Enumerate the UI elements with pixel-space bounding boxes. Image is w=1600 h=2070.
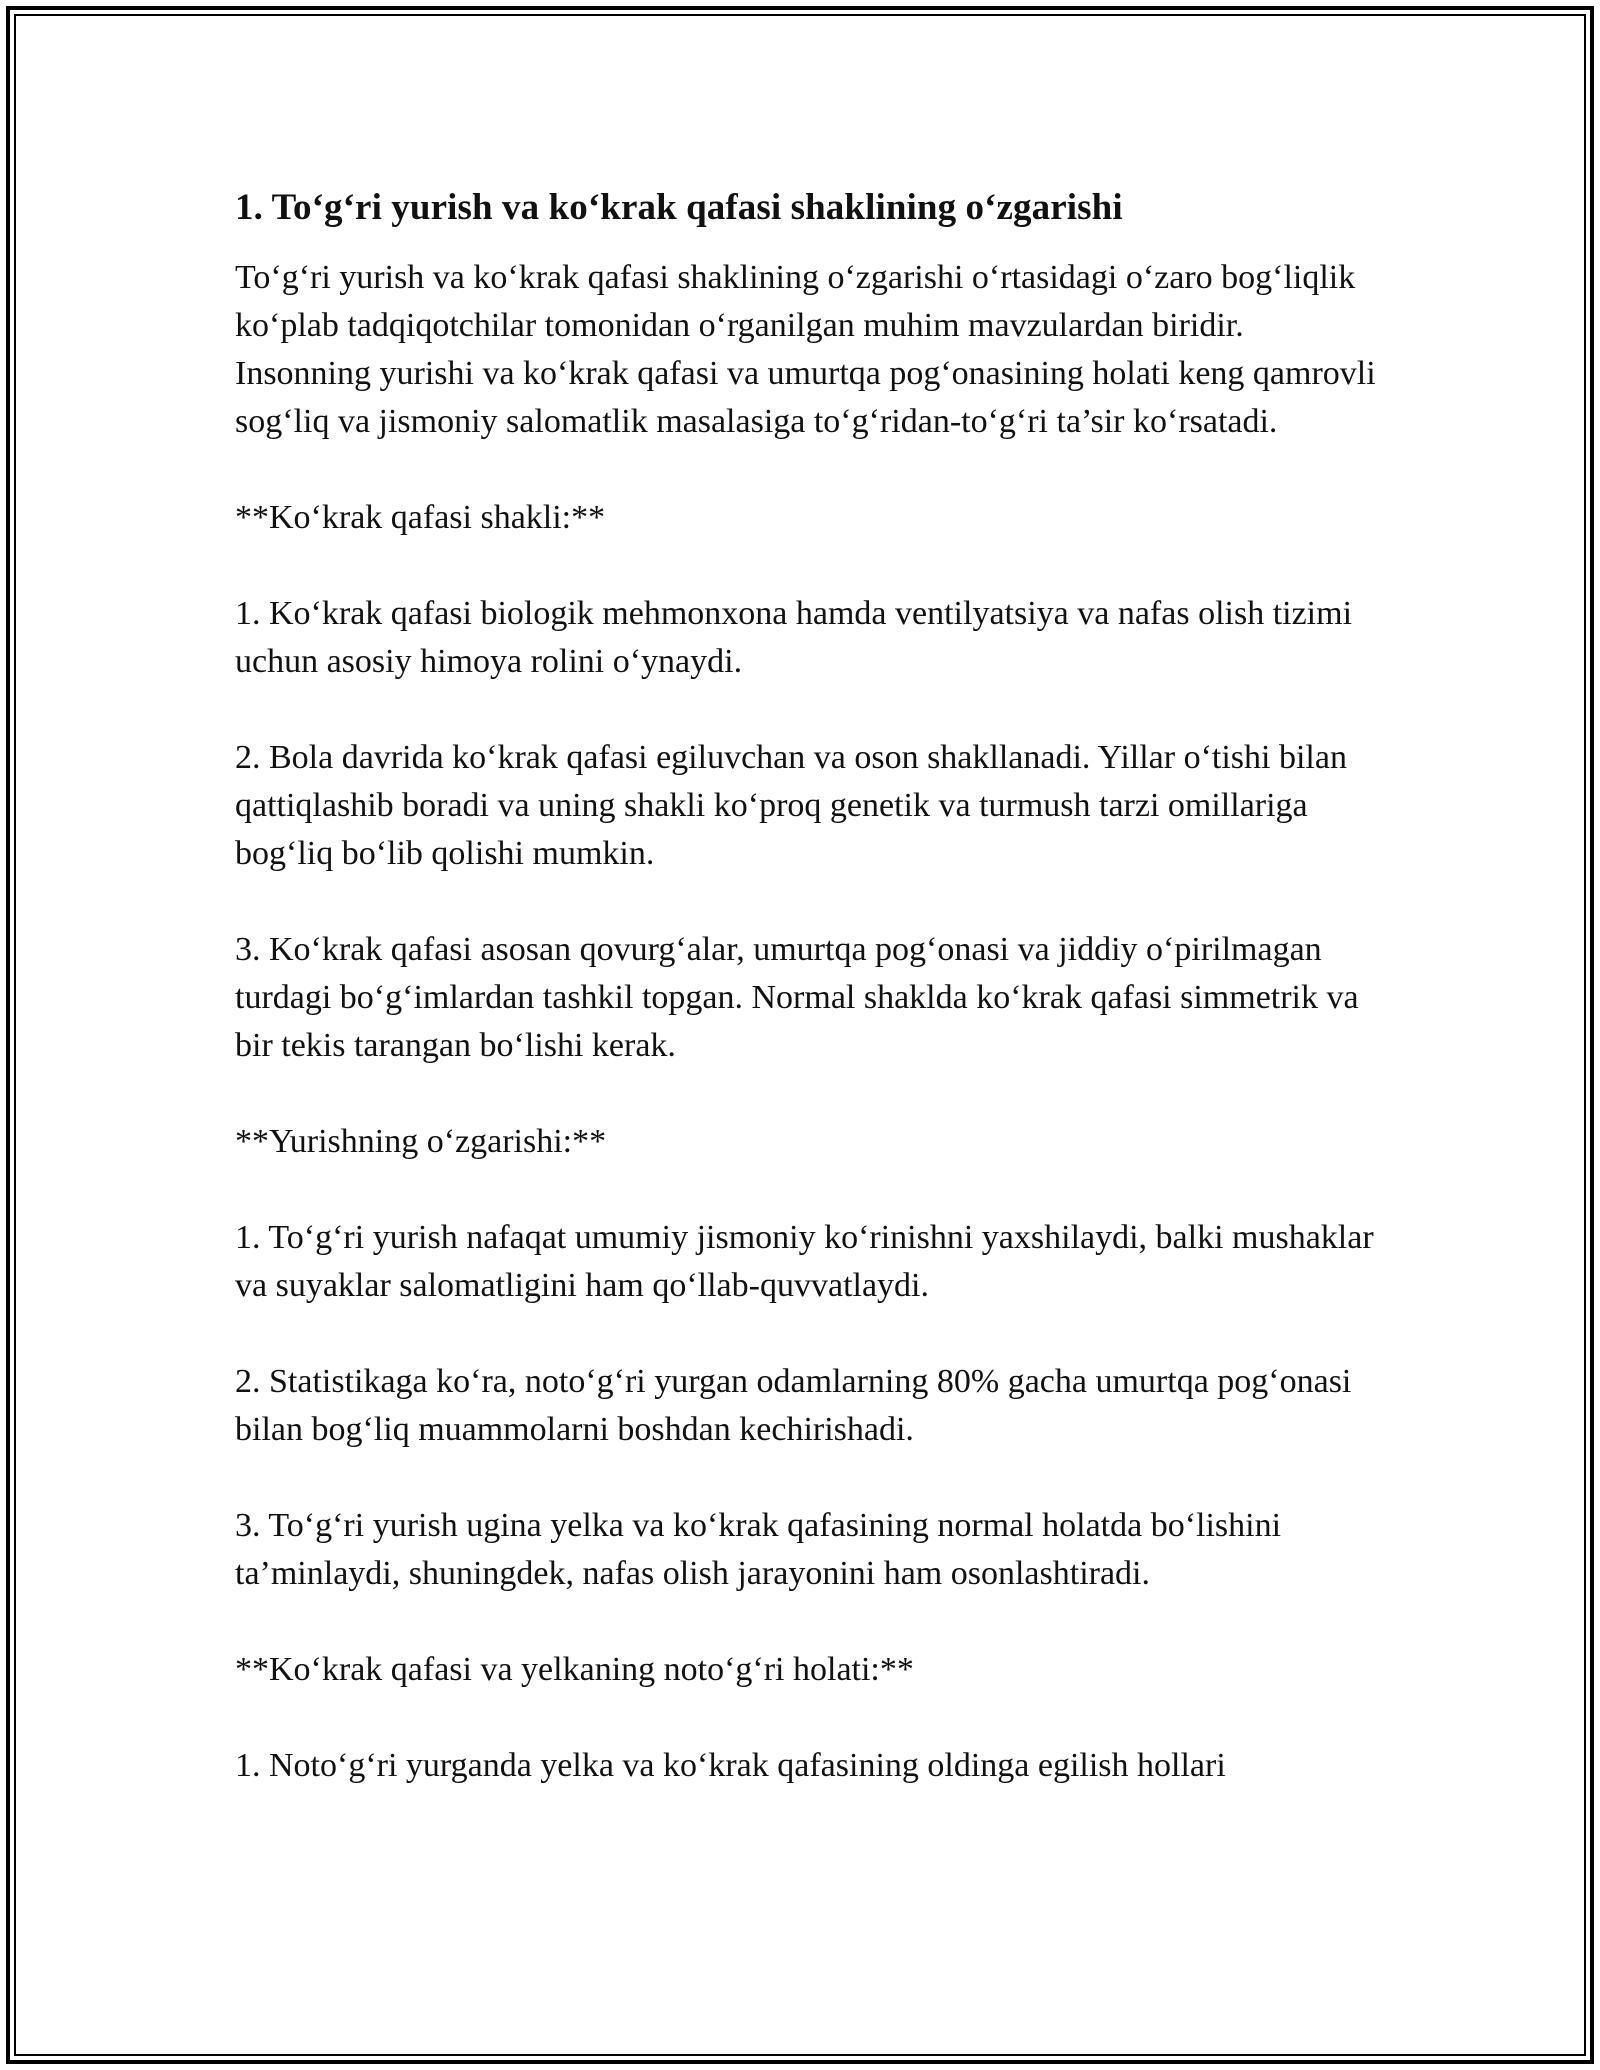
list-item-walking-1: 1. To‘g‘ri yurish nafaqat umumiy jismoniy ko‘rinishni yaxshilaydi, balki mushaklar va suyaklar salomatligini ham qo‘llab-quvvatlaydi. [235,1219,1374,1304]
list-item-posture-1: 1. Noto‘g‘ri yurganda yelka va ko‘krak qafasining oldinga egilish hollari [235,1747,1226,1784]
document-body [235,184,1385,1790]
subheading-walking-change: **Yurishning o‘zgarishi:** [235,1123,607,1160]
list-item-chest-2: 2. Bola davrida ko‘krak qafasi egiluvchan va oson shakllanadi. Yillar o‘tishi bilan qattiqlashib boradi va uning shakli ko‘proq genetik va turmush tarzi omillariga bog‘liq bo‘lib qolishi mumkin. [235,739,1347,872]
list-item-chest-1: 1. Ko‘krak qafasi biologik mehmonxona hamda ventilyatsiya va nafas olish tizimi uchun asosiy himoya rolini o‘ynaydi. [235,595,1353,680]
list-item-walking-3: 3. To‘g‘ri yurish ugina yelka va ko‘krak qafasining normal holatda bo‘lishini ta’minlaydi, shuningdek, nafas olish jarayonini ham osonlashtiradi. [235,1507,1282,1592]
subheading-chest-shape: **Ko‘krak qafasi shakli:** [235,499,606,536]
intro-paragraph: To‘g‘ri yurish va ko‘krak qafasi shaklining o‘zgarishi o‘rtasidagi o‘zaro bog‘liqlik ko‘plab tadqiqotchilar tomonidan o‘rganilgan muhim mavzulardan biridir. Insonning yurishi va ko‘krak qafasi va umurtqa pog‘onasining holati keng qamrovli sog‘liq va jismoniy salomatlik masalasiga to‘g‘ridan-to‘g‘ri ta’sir ko‘rsatadi. [235,259,1376,440]
subheading-wrong-posture: **Ko‘krak qafasi va yelkaning noto‘g‘ri holati:** [235,1651,914,1688]
section-heading: 1. To‘g‘ri yurish va ko‘krak qafasi shaklining o‘zgarishi [235,187,1123,228]
list-item-chest-3: 3. Ko‘krak qafasi asosan qovurg‘alar, umurtqa pog‘onasi va jiddiy o‘pirilmagan turdagi bo‘g‘imlardan tashkil topgan. Normal shaklda ko‘krak qafasi simmetrik va bir tekis tarangan bo‘lishi kerak. [235,931,1359,1064]
list-item-walking-2: 2. Statistikaga ko‘ra, noto‘g‘ri yurgan odamlarning 80% gacha umurtqa pog‘onasi bilan bog‘liq muammolarni boshdan kechirishadi. [235,1363,1352,1448]
